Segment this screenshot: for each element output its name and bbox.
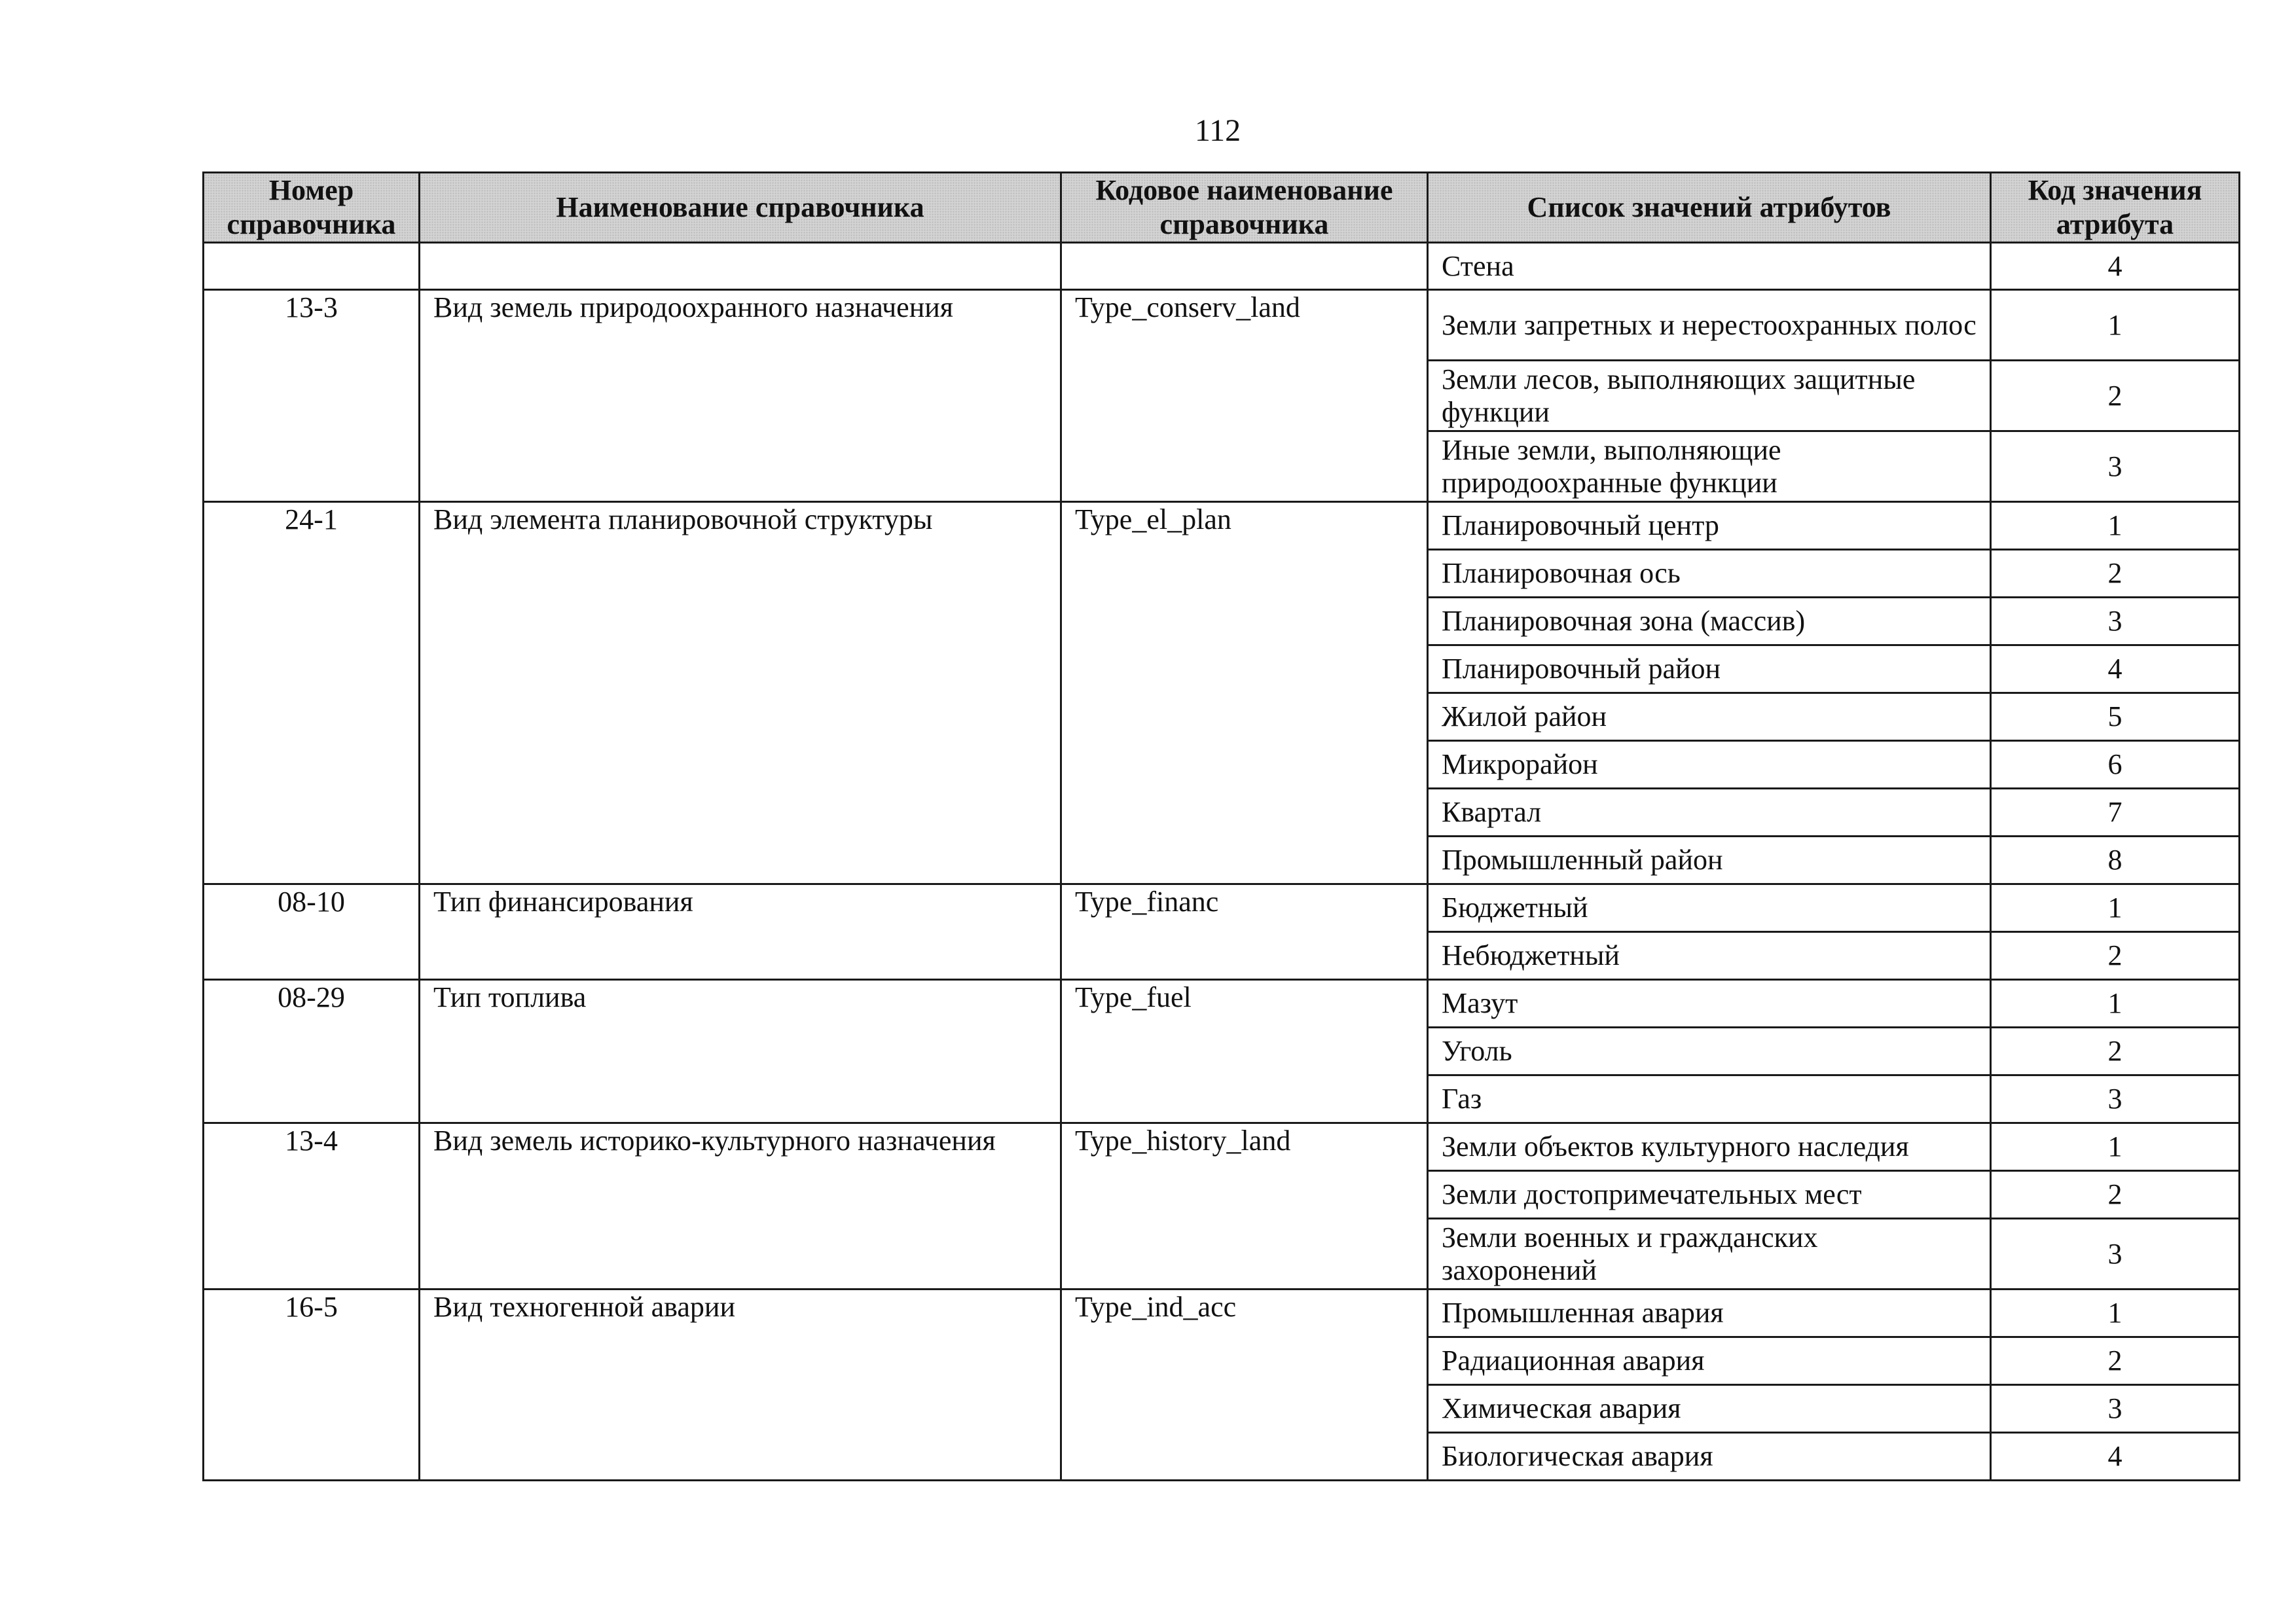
directory-code-name: Type_conserv_land (1061, 290, 1428, 502)
attribute-value-code: 1 (1991, 884, 2240, 932)
attribute-value: Земли достопримечательных мест (1428, 1171, 1991, 1219)
directory-code-name (1061, 243, 1428, 290)
directory-name: Тип финансирования (420, 884, 1061, 980)
attribute-value: Земли объектов культурного наследия (1428, 1123, 1991, 1171)
attribute-value: Планировочная ось (1428, 550, 1991, 598)
attribute-value-code: 3 (1991, 598, 2240, 645)
directory-name: Вид земель природоохранного назначения (420, 290, 1061, 502)
attribute-value-code: 2 (1991, 550, 2240, 598)
directory-code-name: Type_ind_acc (1061, 1290, 1428, 1481)
directory-number: 13-3 (204, 290, 420, 502)
attribute-value: Бюджетный (1428, 884, 1991, 932)
directory-name (420, 243, 1061, 290)
attribute-value-code: 3 (1991, 1219, 2240, 1290)
attribute-value-code: 4 (1991, 1433, 2240, 1481)
attribute-value: Промышленная авария (1428, 1290, 1991, 1337)
attribute-value: Биологическая авария (1428, 1433, 1991, 1481)
attribute-value: Планировочная зона (массив) (1428, 598, 1991, 645)
attribute-value-code: 6 (1991, 741, 2240, 789)
attribute-value: Мазут (1428, 980, 1991, 1028)
table-row (204, 290, 2240, 361)
attribute-value: Промышленный район (1428, 837, 1991, 884)
table-body (204, 243, 2240, 1481)
column-header-value-code: Код значения атрибута (1991, 173, 2240, 243)
column-header-name: Наименование справочника (420, 173, 1061, 243)
column-header-code-name: Кодовое наименование справочника (1061, 173, 1428, 243)
attribute-value: Химическая авария (1428, 1385, 1991, 1433)
attribute-value-code: 3 (1991, 431, 2240, 502)
directory-code-name: Type_fuel (1061, 980, 1428, 1123)
directory-number: 16-5 (204, 1290, 420, 1481)
directory-name: Вид техногенной аварии (420, 1290, 1061, 1481)
attribute-value-code: 2 (1991, 1028, 2240, 1075)
reference-table (202, 171, 2240, 1481)
attribute-value-code: 1 (1991, 980, 2240, 1028)
directory-name: Вид элемента планировочной структуры (420, 502, 1061, 884)
attribute-value: Уголь (1428, 1028, 1991, 1075)
directory-code-name: Type_el_plan (1061, 502, 1428, 884)
attribute-value: Жилой район (1428, 693, 1991, 741)
attribute-value-code: 1 (1991, 290, 2240, 361)
attribute-value-code: 2 (1991, 932, 2240, 980)
attribute-value: Земли военных и гражданских захоронений (1428, 1219, 1991, 1290)
attribute-value-code: 4 (1991, 645, 2240, 693)
attribute-value: Газ (1428, 1075, 1991, 1123)
attribute-value-code: 2 (1991, 361, 2240, 431)
attribute-value-code: 2 (1991, 1171, 2240, 1219)
directory-name: Тип топлива (420, 980, 1061, 1123)
table-row (204, 1290, 2240, 1337)
directory-number: 08-29 (204, 980, 420, 1123)
column-header-value-list: Список значений атрибутов (1428, 173, 1991, 243)
attribute-value-code: 1 (1991, 1290, 2240, 1337)
attribute-value: Земли запретных и нерестоохранных полос (1428, 290, 1991, 361)
attribute-value-code: 3 (1991, 1075, 2240, 1123)
attribute-value-code: 1 (1991, 1123, 2240, 1171)
directory-number (204, 243, 420, 290)
attribute-value-code: 5 (1991, 693, 2240, 741)
attribute-value: Небюджетный (1428, 932, 1991, 980)
table-row (204, 884, 2240, 932)
table-row (204, 243, 2240, 290)
column-header-number: Номер справочника (204, 173, 420, 243)
directory-number: 13-4 (204, 1123, 420, 1290)
attribute-value-code: 3 (1991, 1385, 2240, 1433)
attribute-value: Планировочный центр (1428, 502, 1991, 550)
attribute-value-code: 8 (1991, 837, 2240, 884)
directory-number: 08-10 (204, 884, 420, 980)
attribute-value-code: 4 (1991, 243, 2240, 290)
directory-code-name: Type_history_land (1061, 1123, 1428, 1290)
attribute-value-code: 1 (1991, 502, 2240, 550)
attribute-value: Квартал (1428, 789, 1991, 837)
directory-number: 24-1 (204, 502, 420, 884)
attribute-value: Иные земли, выполняющие природоохранные функции (1428, 431, 1991, 502)
table-row (204, 980, 2240, 1028)
attribute-value-code: 7 (1991, 789, 2240, 837)
directory-name: Вид земель историко-культурного назначения (420, 1123, 1061, 1290)
attribute-value: Стена (1428, 243, 1991, 290)
attribute-value: Микрорайон (1428, 741, 1991, 789)
table-row (204, 502, 2240, 550)
table-header (204, 173, 2240, 243)
attribute-value-code: 2 (1991, 1337, 2240, 1385)
attribute-value: Земли лесов, выполняющих защитные функции (1428, 361, 1991, 431)
attribute-value: Радиационная авария (1428, 1337, 1991, 1385)
directory-code-name: Type_financ (1061, 884, 1428, 980)
table-row (204, 1123, 2240, 1171)
attribute-value: Планировочный район (1428, 645, 1991, 693)
page-number: 112 (1194, 113, 1241, 148)
